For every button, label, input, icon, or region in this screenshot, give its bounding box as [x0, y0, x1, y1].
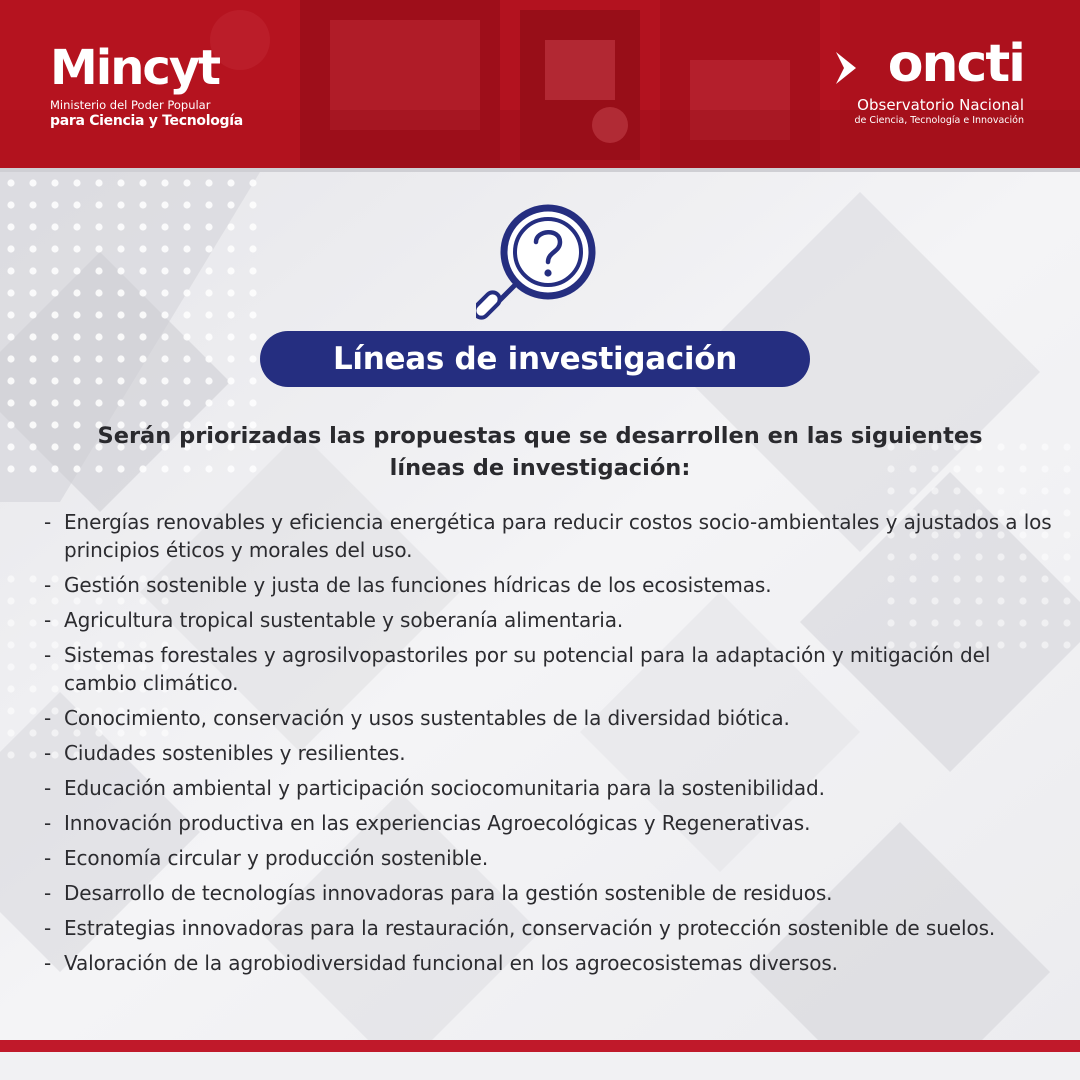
list-item	[44, 774, 1064, 802]
list-item	[44, 641, 1064, 697]
list-item-dash: -	[44, 706, 52, 730]
oncti-arrow-icon	[834, 48, 874, 88]
list-item	[44, 508, 1064, 564]
list-item-text: Energías renovables y eficiencia energética para reducir costos socio-ambientales y ajustados a los principios éticos y morales del uso.	[64, 510, 1052, 562]
list-item-text: Desarrollo de tecnologías innovadoras para la gestión sostenible de residuos.	[64, 881, 833, 905]
intro-paragraph: Serán priorizadas las propuestas que se desarrollen en las siguientes líneas de investigación:	[97, 423, 983, 481]
list-item-text: Conocimiento, conservación y usos sustentables de la diversidad biótica.	[64, 706, 790, 730]
oncti-logo	[834, 34, 1024, 134]
list-item-text: Educación ambiental y participación sociocomunitaria para la sostenibilidad.	[64, 776, 825, 800]
list-item-dash: -	[44, 916, 52, 940]
header-banner	[0, 0, 1080, 168]
list-item	[44, 879, 1064, 907]
list-item-text: Sistemas forestales y agrosilvopastoriles por su potencial para la adaptación y mitigación del cambio climático.	[64, 643, 991, 695]
list-item-text: Ciudades sostenibles y resilientes.	[64, 741, 406, 765]
list-item-dash: -	[44, 608, 52, 632]
list-item-dash: -	[44, 573, 52, 597]
list-item-text: Economía circular y producción sostenible.	[64, 846, 489, 870]
bottom-accent-bar	[0, 1040, 1080, 1052]
list-item	[44, 949, 1064, 977]
list-item-dash: -	[44, 741, 52, 765]
list-item	[44, 914, 1064, 942]
list-item	[44, 809, 1064, 837]
mincyt-tagline-2: para Ciencia y Tecnología	[50, 113, 243, 129]
oncti-tagline-2: de Ciencia, Tecnología e Innovación	[854, 115, 1024, 126]
magnifier-question-icon	[476, 200, 606, 324]
mincyt-tagline-1: Ministerio del Poder Popular	[50, 98, 211, 112]
list-item-text: Estrategias innovadoras para la restauración, conservación y protección sostenible de suelos.	[64, 916, 996, 940]
section-title-pill: Líneas de investigación	[260, 331, 810, 387]
list-item-text: Innovación productiva en las experiencias Agroecológicas y Regenerativas.	[64, 811, 811, 835]
oncti-wordmark: oncti	[887, 34, 1024, 94]
list-item-text: Gestión sostenible y justa de las funciones hídricas de los ecosistemas.	[64, 573, 772, 597]
list-item-dash: -	[44, 811, 52, 835]
mincyt-logo	[50, 40, 290, 140]
list-item-text: Agricultura tropical sustentable y soberanía alimentaria.	[64, 608, 624, 632]
list-item	[44, 606, 1064, 634]
list-item	[44, 704, 1064, 732]
list-item-dash: -	[44, 846, 52, 870]
list-item-dash: -	[44, 643, 52, 667]
list-item-text: Valoración de la agrobiodiversidad funcional en los agroecosistemas diversos.	[64, 951, 838, 975]
mincyt-wordmark: Mincyt	[50, 40, 220, 96]
list-item-dash: -	[44, 776, 52, 800]
list-item	[44, 844, 1064, 872]
research-lines-list	[44, 508, 1064, 984]
list-item-dash: -	[44, 510, 52, 534]
list-item	[44, 739, 1064, 767]
list-item-dash: -	[44, 951, 52, 975]
list-item	[44, 571, 1064, 599]
list-item-dash: -	[44, 881, 52, 905]
oncti-tagline-1: Observatorio Nacional	[857, 96, 1024, 114]
